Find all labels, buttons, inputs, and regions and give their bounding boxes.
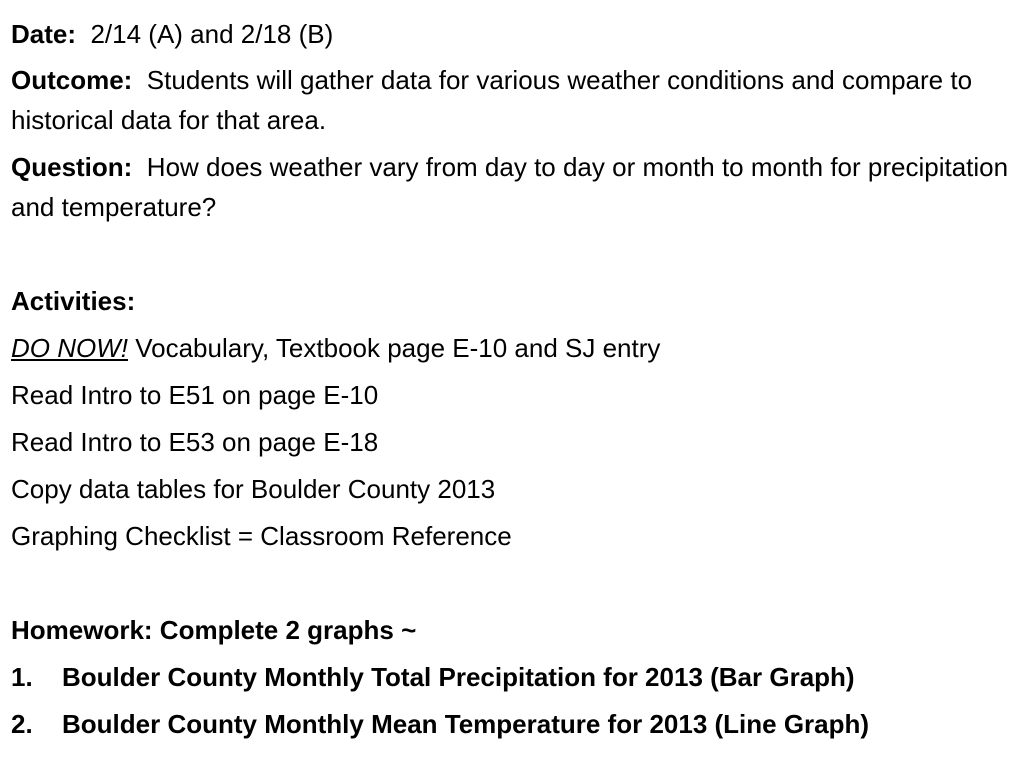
outcome-text: Students will gather data for various weather conditions and compare to historical data for that area. (11, 65, 973, 135)
homework-heading: Homework: Complete 2 graphs ~ (11, 615, 417, 645)
homework-item (11, 657, 1011, 697)
question-text: How does weather vary from day to day or month to month for precipitation and temperature? (11, 152, 1009, 222)
activity-item: Read Intro to E51 on page E-10 (11, 380, 379, 410)
outcome-label: Outcome: (11, 65, 133, 95)
date-line (11, 14, 1011, 54)
do-now-text: Vocabulary, Textbook page E-10 and SJ entry (135, 333, 661, 363)
do-now-line (11, 328, 1011, 368)
question-paragraph (11, 147, 1011, 227)
activity-item: Copy data tables for Boulder County 2013 (11, 474, 496, 504)
do-now-label: DO NOW! (11, 333, 128, 363)
homework-item (11, 704, 1011, 744)
activity-item: Graphing Checklist = Classroom Reference (11, 521, 512, 551)
question-label: Question: (11, 152, 133, 182)
homework-item-text: Boulder County Monthly Mean Temperature for 2013 (Line Graph) (62, 709, 870, 739)
date-value: 2/14 (A) and 2/18 (B) (90, 19, 334, 49)
homework-item-number: 1. (11, 662, 33, 692)
activity-item: Read Intro to E53 on page E-18 (11, 427, 379, 457)
activities-heading: Activities: (11, 286, 136, 316)
homework-item-text: Boulder County Monthly Total Precipitation for 2013 (Bar Graph) (62, 662, 855, 692)
outcome-paragraph (11, 60, 1011, 140)
homework-item-number: 2. (11, 709, 33, 739)
date-label: Date: (11, 19, 77, 49)
